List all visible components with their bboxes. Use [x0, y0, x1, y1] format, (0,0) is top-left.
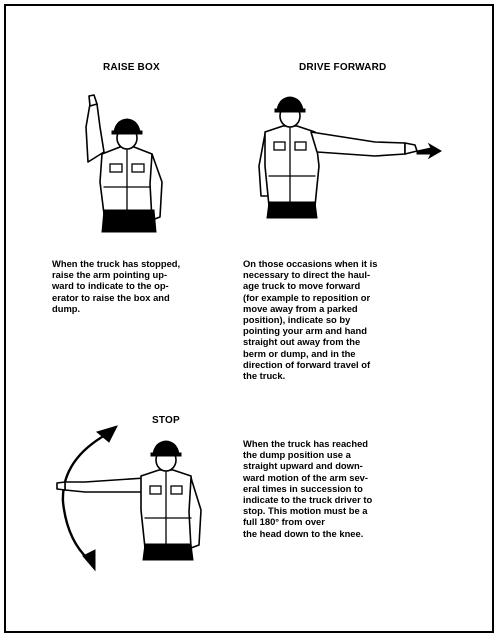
drive-forward-description: On those occasions when it is necessary to direct the haul- age truck to move forward (for example to reposition or move away from a parked position), indicate so by pointing your arm and hand straight out away from the berm or dump, and in the direction of forward travel of the truck.: [243, 258, 378, 382]
raise-box-figure: [80, 92, 170, 242]
drive-forward-figure: [255, 96, 450, 226]
raise-box-title: RAISE BOX: [103, 62, 160, 73]
stop-figure: [55, 420, 215, 580]
stop-title: STOP: [152, 415, 180, 426]
raise-box-description: When the truck has stopped, raise the arm pointing up- ward to indicate to the op- erator to raise the box and dump.: [52, 258, 181, 314]
drive-forward-title: DRIVE FORWARD: [299, 62, 387, 73]
stop-description: When the truck has reached the dump position use a straight upward and down- ward motion of the arm sev- eral times in succession to indicate to the truck driver to stop. This motion must be a full 180° from over the head down to the knee.: [243, 438, 373, 539]
